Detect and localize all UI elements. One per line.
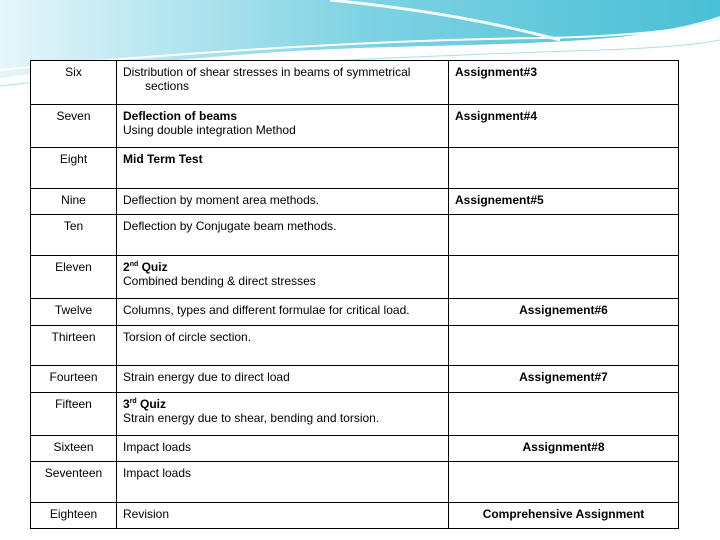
topic-cell bbox=[117, 503, 449, 529]
quiz-number: 3 bbox=[123, 397, 130, 411]
week-cell: Eighteen bbox=[31, 503, 117, 529]
table-row bbox=[31, 366, 679, 393]
topic-line: Using double integration Method bbox=[123, 123, 296, 137]
table-row bbox=[31, 299, 679, 326]
topic-cell bbox=[117, 148, 449, 189]
topic-cell bbox=[117, 215, 449, 256]
topic-line: Strain energy due to direct load bbox=[123, 370, 290, 384]
topic-cell bbox=[117, 256, 449, 299]
assignment-cell: Assignement#7 bbox=[449, 366, 679, 393]
table-row bbox=[31, 393, 679, 436]
week-cell: Eleven bbox=[31, 256, 117, 299]
assignment-cell: Assignment#3 bbox=[449, 61, 679, 105]
table-row bbox=[31, 503, 679, 529]
topic-line: Revision bbox=[123, 507, 170, 521]
topic-cell bbox=[117, 393, 449, 436]
week-cell: Ten bbox=[31, 215, 117, 256]
assignment-cell: Assignement#5 bbox=[449, 189, 679, 215]
topic-cell bbox=[117, 61, 449, 105]
week-cell: Fifteen bbox=[31, 393, 117, 436]
topic-line bbox=[123, 260, 168, 274]
topic-cell bbox=[117, 299, 449, 326]
ordinal-suffix: rd bbox=[129, 398, 137, 405]
topic-line: Columns, types and different formulae for critical load. bbox=[123, 303, 410, 317]
topic-cell bbox=[117, 326, 449, 366]
topic-line: Strain energy due to shear, bending and torsion. bbox=[123, 411, 380, 425]
table-row bbox=[31, 189, 679, 215]
topic-line: Mid Term Test bbox=[123, 152, 203, 166]
table-row bbox=[31, 105, 679, 148]
topic-cell bbox=[117, 366, 449, 393]
ordinal-suffix: nd bbox=[129, 261, 139, 268]
table-row bbox=[31, 436, 679, 462]
table-row bbox=[31, 326, 679, 366]
topic-line: Distribution of shear stresses in beams of symmetrical bbox=[123, 65, 411, 79]
assignment-cell bbox=[449, 215, 679, 256]
topic-line: Impact loads bbox=[123, 440, 192, 454]
assignment-cell bbox=[449, 462, 679, 503]
quiz-number: 2 bbox=[123, 260, 130, 274]
table-row bbox=[31, 148, 679, 189]
table-row bbox=[31, 215, 679, 256]
topic-cell bbox=[117, 189, 449, 215]
course-schedule-table bbox=[30, 60, 679, 529]
topic-line: Deflection of beams bbox=[123, 109, 238, 123]
assignment-cell bbox=[449, 326, 679, 366]
topic-line bbox=[123, 397, 166, 411]
assignment-cell: Comprehensive Assignment bbox=[449, 503, 679, 529]
assignment-cell: Assignement#6 bbox=[449, 299, 679, 326]
assignment-cell bbox=[449, 148, 679, 189]
week-cell: Twelve bbox=[31, 299, 117, 326]
assignment-cell bbox=[449, 393, 679, 436]
topic-cell bbox=[117, 105, 449, 148]
week-cell: Seven bbox=[31, 105, 117, 148]
week-cell: Seventeen bbox=[31, 462, 117, 503]
assignment-cell: Assignment#8 bbox=[449, 436, 679, 462]
topic-line: Deflection by Conjugate beam methods. bbox=[123, 219, 337, 233]
assignment-cell: Assignment#4 bbox=[449, 105, 679, 148]
topic-line: Combined bending & direct stresses bbox=[123, 274, 316, 288]
week-cell: Sixteen bbox=[31, 436, 117, 462]
week-cell: Six bbox=[31, 61, 117, 105]
table-row bbox=[31, 256, 679, 299]
topic-line: Impact loads bbox=[123, 466, 192, 480]
quiz-label: Quiz bbox=[136, 397, 167, 411]
topic-cell bbox=[117, 436, 449, 462]
topic-cell bbox=[117, 462, 449, 503]
week-cell: Nine bbox=[31, 189, 117, 215]
week-cell: Thirteen bbox=[31, 326, 117, 366]
quiz-label: Quiz bbox=[138, 260, 168, 274]
topic-line: Torsion of circle section. bbox=[123, 330, 252, 344]
topic-line: sections bbox=[145, 79, 190, 93]
week-cell: Eight bbox=[31, 148, 117, 189]
assignment-cell bbox=[449, 256, 679, 299]
week-cell: Fourteen bbox=[31, 366, 117, 393]
table-row bbox=[31, 61, 679, 105]
table-row bbox=[31, 462, 679, 503]
topic-line: Deflection by moment area methods. bbox=[123, 193, 320, 207]
